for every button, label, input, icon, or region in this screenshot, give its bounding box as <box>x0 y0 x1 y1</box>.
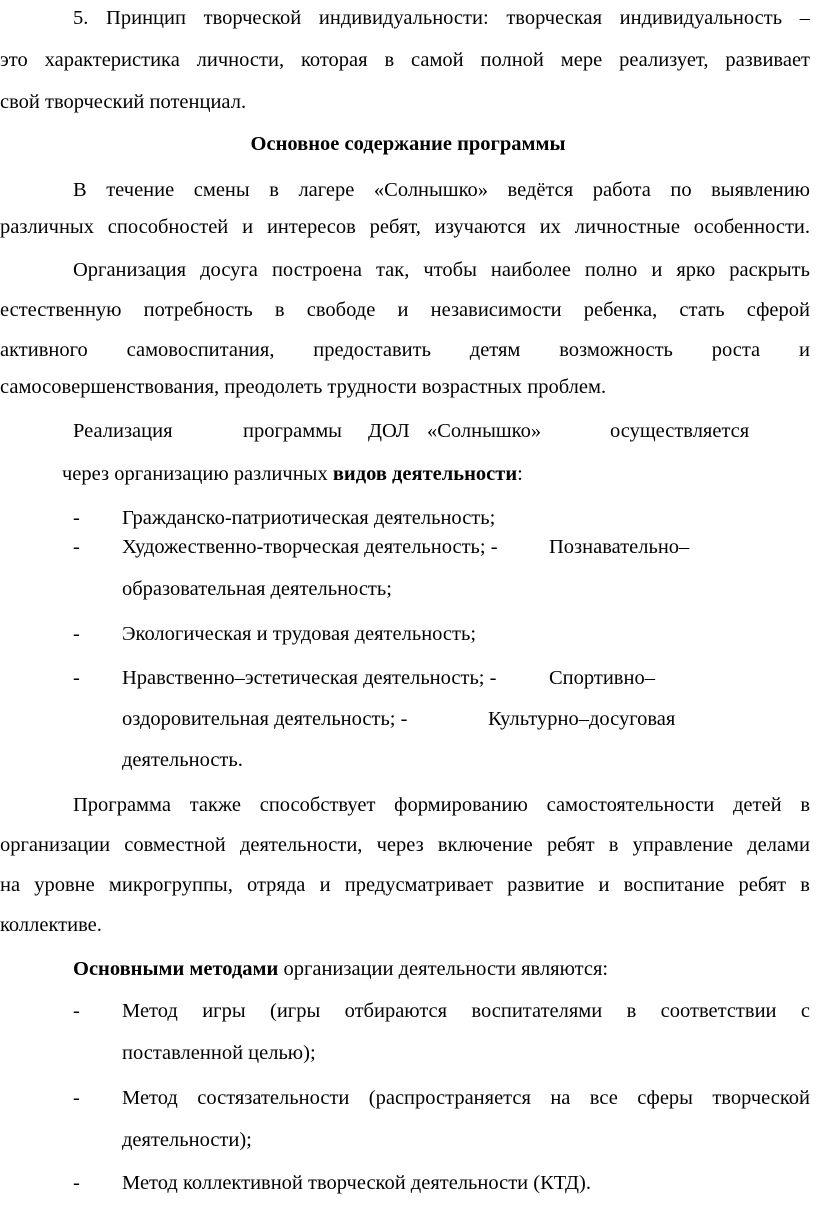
activity-4-part-c: оздоровительная деятельность; - <box>122 708 408 730</box>
methods-intro <box>73 956 608 982</box>
method-1-line-2: поставленной целью); <box>122 1042 316 1064</box>
method-3-dash: - <box>73 1172 80 1194</box>
method-2-line-2: деятельности); <box>122 1129 252 1151</box>
method-1-line-1: Метод игры (игры отбираются воспитателями в соответствии с <box>122 1000 810 1022</box>
activities-intro-word-5: осуществляется <box>610 420 750 442</box>
methods-intro-bold: Основными методами <box>73 958 279 980</box>
activities-intro-bold: видов деятельности <box>332 463 518 485</box>
para-1-line-2: различных способностей и интересов ребят, изучаются их личностные особенности. <box>0 216 810 238</box>
principle-5-line-1: 5. Принцип творческой индивидуальности: творческая индивидуальность – <box>73 7 810 29</box>
principle-5-line-3: свой творческий потенциал. <box>0 91 247 113</box>
activities-intro-word-2: программы <box>243 420 342 442</box>
activity-4-part-e: деятельность. <box>122 749 243 771</box>
para-1-line-1: В течение смены в лагере «Солнышко» ведётся работа по выявлению <box>73 179 810 201</box>
section-heading: Основное содержание программы <box>250 133 566 155</box>
activities-intro-line-2 <box>62 461 523 487</box>
activities-intro-word-4: «Солнышко» <box>427 420 542 442</box>
activities-intro-text: через организацию различных <box>62 463 333 485</box>
activity-1-dash: - <box>73 507 80 529</box>
activity-2-part-a: Художественно-творческая деятельность; - <box>122 536 498 558</box>
methods-intro-rest: организации деятельности являются: <box>278 958 609 980</box>
para-3-line-1: Программа также способствует формированию самостоятельности детей в <box>73 794 810 816</box>
para-2-line-3: активного самовоспитания, предоставить детям возможность роста и <box>0 339 810 361</box>
para-3-line-3: на уровне микрогруппы, отряда и предусматривает развитие и воспитание ребят в <box>0 874 810 896</box>
activity-2-part-c: образовательная деятельность; <box>122 578 392 600</box>
activity-3-dash: - <box>73 623 80 645</box>
para-3-line-2: организации совместной деятельности, через включение ребят в управление делами <box>0 834 810 856</box>
method-2-dash: - <box>73 1087 80 1109</box>
activity-4-part-a: Нравственно–эстетическая деятельность; - <box>122 667 497 689</box>
para-3-line-4: коллективе. <box>0 914 102 936</box>
activity-4-part-b: Спортивно– <box>549 667 655 689</box>
activity-4-dash: - <box>73 667 80 689</box>
activities-intro-colon: : <box>517 463 523 485</box>
para-2-line-4: самосовершенствования, преодолеть трудности возрастных проблем. <box>0 376 607 398</box>
principle-5-line-2: это характеристика личности, которая в самой полной мере реализует, развивает <box>0 49 810 71</box>
activity-3: Экологическая и трудовая деятельность; <box>122 623 477 645</box>
para-2-line-1: Организация досуга построена так, чтобы наиболее полно и ярко раскрыть <box>73 259 810 281</box>
activity-4-part-d: Культурно–досуговая <box>488 708 676 730</box>
activity-2-part-b: Познавательно– <box>549 536 690 558</box>
method-3-line-1: Метод коллективной творческой деятельности (КТД). <box>122 1172 591 1194</box>
para-2-line-2: естественную потребность в свободе и независимости ребенка, стать сферой <box>0 299 810 321</box>
activity-2-dash: - <box>73 536 80 558</box>
activities-intro-word-3: ДОЛ <box>368 420 410 442</box>
method-1-dash: - <box>73 1000 80 1022</box>
method-2-line-1: Метод состязательности (распространяется на все сферы творческой <box>122 1087 810 1109</box>
activities-intro-word-1: Реализация <box>73 420 173 442</box>
activity-1: Гражданско-патриотическая деятельность; <box>122 507 496 529</box>
